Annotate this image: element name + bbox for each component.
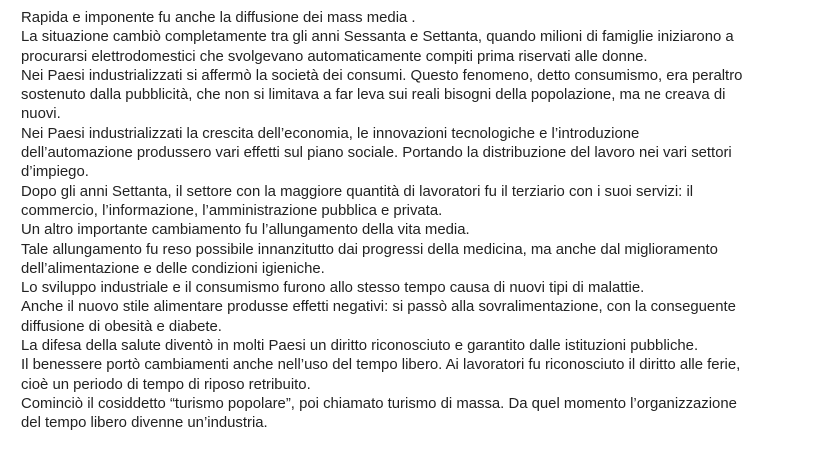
paragraph-vita-media: Un altro importante cambiamento fu l’allungamento della vita media. (21, 222, 470, 239)
document-body (21, 9, 821, 434)
paragraph-turismo: Cominciò il cosiddetto “turismo popolare”, poi chiamato turismo di massa. Da quel momento l’organizzazione del tempo libero divenne un’industria. (21, 395, 737, 432)
paragraph-mass-media: Rapida e imponente fu anche la diffusione dei mass media . (21, 10, 416, 26)
paragraph-societa-consumi: Nei Paesi industrializzati si affermò la società dei consumi. Questo fenomeno, detto consumismo, era peraltro sostenuto dalla pubblicità, che non si limitava a far leva sui reali bisogni della popolazione, ma ne creava di nuovi. (21, 67, 743, 123)
paragraph-difesa-salute: La difesa della salute diventò in molti Paesi un diritto riconosciuto e garantito dalle istituzioni pubbliche. (21, 338, 699, 355)
paragraph-stile-alimentare: Anche il nuovo stile alimentare produsse effetti negativi: si passò alla sovralimentazione, con la conseguente diffusione di obesità e diabete. (21, 299, 736, 335)
paragraph-terziario: Dopo gli anni Settanta, il settore con la maggiore quantità di lavoratori fu il terziario con i suoi servizi: il commercio, l’informazione, l’amministrazione pubblica e privata. (21, 183, 694, 219)
paragraph-progressi-medicina: Tale allungamento fu reso possibile innanzitutto dai progressi della medicina, ma anche dal miglioramento dell’alimentazione e delle condizioni igieniche. (21, 241, 718, 277)
paragraph-tempo-libero: Il benessere portò cambiamenti anche nell’uso del tempo libero. Ai lavoratori fu riconosciuto il diritto alle ferie, cioè un periodo di tempo di riposo retribuito. (21, 357, 741, 393)
paragraph-elettrodomestici: La situazione cambiò completamente tra gli anni Sessanta e Settanta, quando milioni di famiglie iniziarono a procurarsi elettrodomestici che svolgevano automaticamente compiti prima riservati alle donne. (21, 29, 734, 65)
paragraph-malattie: Lo sviluppo industriale e il consumismo furono allo stesso tempo causa di nuovi tipi di malattie. (21, 280, 645, 297)
paragraph-crescita-economia: Nei Paesi industrializzati la crescita dell’economia, le innovazioni tecnologiche e l’introduzione dell’automazione produssero vari effetti sul piano sociale. Portando la distribuzione del lavoro nei vari settori d’impiego. (21, 125, 732, 181)
